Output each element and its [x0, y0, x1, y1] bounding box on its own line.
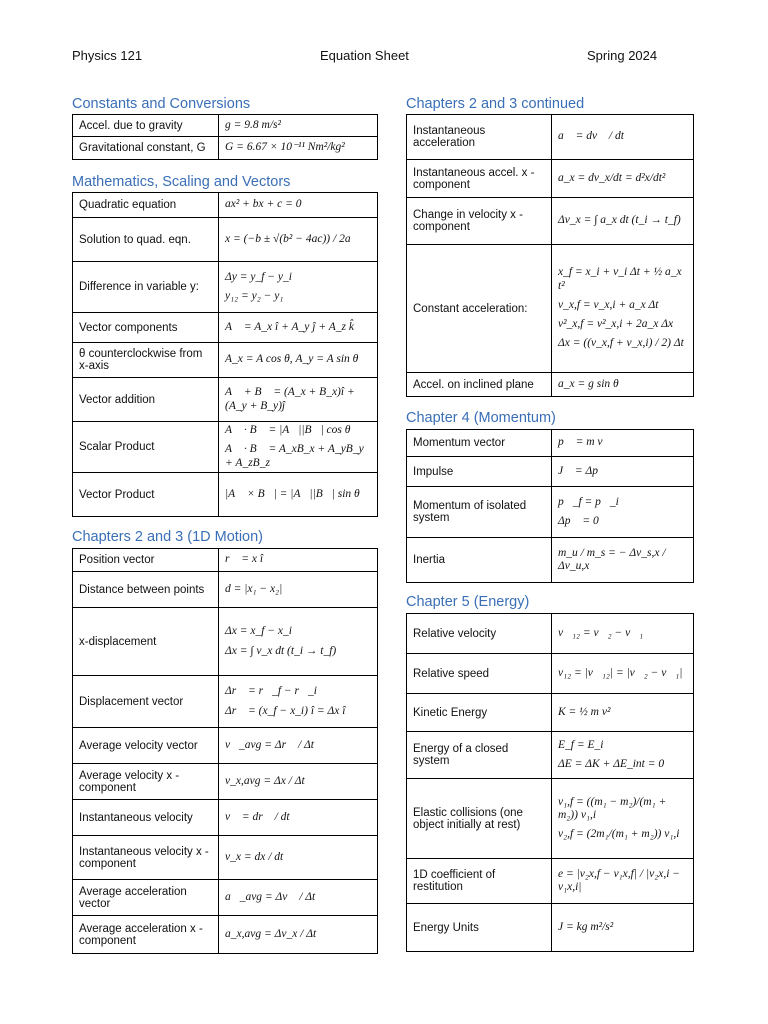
row-label: Momentum of isolated system — [407, 487, 552, 538]
row-equation — [219, 880, 378, 916]
row-label: Average acceleration x -component — [73, 916, 219, 954]
table-row — [73, 137, 378, 160]
table-row — [73, 676, 378, 728]
row-equation — [552, 198, 694, 245]
row-label: Distance between points — [73, 572, 219, 608]
row-label: Vector Product — [73, 473, 219, 517]
row-label: Relative velocity — [407, 614, 552, 654]
equation-line: a⃗ = dv⃗ / dt — [558, 130, 624, 143]
table-row — [407, 732, 694, 779]
row-label: Quadratic equation — [73, 193, 219, 218]
row-label: Change in velocity x -component — [407, 198, 552, 245]
row-label: Instantaneous velocity x -component — [73, 836, 219, 880]
equation-line: Δx = ((v_x,f + v_x,i) / 2) Δt — [558, 337, 684, 350]
equation-line: Δx = ∫ v_x dt (t_i → t_f) — [225, 644, 337, 657]
table-row — [73, 115, 378, 137]
table-row — [407, 654, 694, 694]
row-equation — [552, 904, 694, 952]
heading-momentum: Chapter 4 (Momentum) — [406, 410, 556, 426]
table-row — [73, 262, 378, 313]
equation-line: ax² + bx + c = 0 — [225, 198, 302, 211]
equation-line: a_x = dv_x/dt = d²x/dt² — [558, 171, 666, 184]
table-row — [407, 430, 694, 457]
row-label: Average velocity x -component — [73, 764, 219, 800]
table-row — [73, 800, 378, 836]
table-row — [73, 218, 378, 262]
row-equation — [552, 457, 694, 487]
equation-line: e = |v₂x,f − v₁x,f| / |v₂x,i − v₁x,i| — [558, 867, 681, 893]
table-constants — [72, 114, 378, 160]
row-equation — [219, 728, 378, 764]
row-equation — [219, 676, 378, 728]
row-equation — [552, 487, 694, 538]
table-row — [73, 549, 378, 572]
equation-line: m_u / m_s = − Δv_s,x / Δv_u,x — [558, 546, 666, 572]
table-row — [73, 764, 378, 800]
row-equation — [219, 422, 378, 473]
table-row — [407, 904, 694, 952]
row-equation — [219, 473, 378, 517]
equation-line: J⃗ = Δp⃗ — [558, 464, 608, 477]
row-equation — [219, 836, 378, 880]
table-row — [407, 160, 694, 198]
row-label: Elastic collisions (one object initially at rest) — [407, 779, 552, 859]
row-label: Displacement vector — [73, 676, 219, 728]
row-equation — [552, 430, 694, 457]
row-equation — [219, 137, 378, 160]
row-label: Constant acceleration: — [407, 245, 552, 373]
row-equation — [552, 115, 694, 160]
table-row — [73, 572, 378, 608]
equation-line: v₁,f = ((m₁ − m₂)/(m₁ + m₂)) v₁,i — [558, 795, 667, 821]
table-row — [73, 422, 378, 473]
equation-line: v₂,f = (2m₁/(m₁ + m₂)) v₁,i — [558, 828, 680, 841]
row-label: Accel. due to gravity — [73, 115, 219, 137]
table-row — [407, 198, 694, 245]
table-energy — [406, 613, 694, 952]
equation-line: A⃗ · B⃗ = A_xB_x + A_yB_y + A_zB_z — [225, 443, 364, 469]
table-row — [407, 859, 694, 904]
row-equation — [219, 916, 378, 954]
course-name: Physics 121 — [72, 48, 143, 63]
row-equation — [552, 538, 694, 583]
row-label: 1D coefficient of restitution — [407, 859, 552, 904]
row-equation — [552, 614, 694, 654]
row-label: Instantaneous acceleration — [407, 115, 552, 160]
equation-line: A_x = A cos θ, A_y = A sin θ — [225, 353, 359, 366]
equation-line: Δy = y_f − y_i — [225, 270, 292, 283]
row-equation — [552, 245, 694, 373]
row-label: Instantaneous velocity — [73, 800, 219, 836]
equation-line: x = (−b ± √(b² − 4ac)) / 2a — [225, 232, 351, 245]
row-label: Average acceleration vector — [73, 880, 219, 916]
equation-line: Δx = x_f − x_i — [225, 625, 292, 638]
equation-line: v⃗_avg = Δr⃗ / Δt — [225, 738, 314, 751]
equation-line: |A⃗ × B⃗| = |A⃗||B⃗| sin θ — [225, 487, 360, 500]
row-label: Instantaneous accel. x -component — [407, 160, 552, 198]
equation-line: d = |x₁ − x₂| — [225, 582, 283, 595]
equation-line: v²_x,f = v²_x,i + 2a_x Δx — [558, 318, 674, 331]
equation-line: Δv_x = ∫ a_x dt (t_i → t_f) — [558, 214, 681, 227]
row-equation — [219, 572, 378, 608]
row-label: x-displacement — [73, 608, 219, 676]
equation-line: K = ½ m v² — [558, 705, 611, 718]
equation-line: A⃗ = A_x î + A_y ĵ + A_z k̂ — [225, 320, 355, 333]
row-equation — [552, 160, 694, 198]
row-label: Kinetic Energy — [407, 694, 552, 732]
heading-continued: Chapters 2 and 3 continued — [406, 96, 585, 112]
table-row — [407, 538, 694, 583]
equation-line: A⃗ · B⃗ = |A⃗||B⃗| cos θ — [225, 424, 351, 437]
table-row — [407, 245, 694, 373]
heading-constants: Constants and Conversions — [72, 96, 251, 112]
row-equation — [552, 654, 694, 694]
equation-line: p⃗_f = p⃗_i — [558, 495, 619, 508]
table-row — [407, 694, 694, 732]
equation-line: E_f = E_i — [558, 738, 604, 751]
equation-line: v_x = dx / dt — [225, 850, 284, 863]
row-equation — [552, 779, 694, 859]
table-row — [73, 836, 378, 880]
row-label: Average velocity vector — [73, 728, 219, 764]
sheet-title: Equation Sheet — [320, 48, 409, 63]
equation-line: v⃗ = dr⃗ / dt — [225, 810, 290, 823]
equation-line: G = 6.67 × 10⁻¹¹ Nm²/kg² — [225, 141, 345, 154]
equation-line: Δr⃗ = r⃗_f − r⃗_i — [225, 685, 317, 698]
row-label: Impulse — [407, 457, 552, 487]
row-label: Vector components — [73, 313, 219, 343]
equation-line: x_f = x_i + v_i Δt + ½ a_x t² — [558, 266, 682, 292]
row-label: Relative speed — [407, 654, 552, 694]
row-label: Energy Units — [407, 904, 552, 952]
equation-line: Δr⃗ = (x_f − x_i) î = Δx î — [225, 704, 346, 717]
table-row — [73, 916, 378, 954]
table-row — [407, 457, 694, 487]
row-equation — [219, 343, 378, 378]
equation-line: a⃗_avg = Δv⃗ / Δt — [225, 890, 316, 903]
row-equation — [219, 313, 378, 343]
row-label: Accel. on inclined plane — [407, 373, 552, 397]
table-row — [407, 487, 694, 538]
row-label: Solution to quad. eqn. — [73, 218, 219, 262]
row-equation — [219, 193, 378, 218]
row-label: Scalar Product — [73, 422, 219, 473]
equation-line: a_x,avg = Δv_x / Δt — [225, 927, 317, 940]
row-equation — [552, 694, 694, 732]
equation-line: v_x,f = v_x,i + a_x Δt — [558, 298, 659, 311]
equation-line: v⃗₁₂ = v⃗₂ − v⃗₁ — [558, 626, 644, 639]
row-equation — [219, 764, 378, 800]
row-label: Momentum vector — [407, 430, 552, 457]
heading-energy: Chapter 5 (Energy) — [406, 594, 530, 610]
table-row — [73, 880, 378, 916]
equation-line: y₁₂ = y₂ − y₁ — [225, 290, 284, 302]
row-equation — [219, 218, 378, 262]
heading-math: Mathematics, Scaling and Vectors — [72, 174, 291, 190]
table-row — [407, 373, 694, 397]
equation-line: J = kg m²/s² — [558, 920, 614, 933]
table-momentum — [406, 429, 694, 583]
table-row — [73, 728, 378, 764]
equation-line: r⃗ = x î — [225, 553, 264, 566]
equation-line: g = 9.8 m/s² — [225, 118, 281, 131]
table-row — [407, 779, 694, 859]
equation-line: p⃗ = m v⃗ — [558, 436, 612, 449]
equation-line: a_x = g sin θ — [558, 377, 619, 390]
row-label: Difference in variable y: — [73, 262, 219, 313]
row-label: Vector addition — [73, 378, 219, 422]
table-row — [73, 608, 378, 676]
row-label: Energy of a closed system — [407, 732, 552, 779]
row-label: Gravitational constant, G — [73, 137, 219, 160]
row-equation — [219, 262, 378, 313]
row-equation — [552, 373, 694, 397]
table-row — [73, 313, 378, 343]
table-row — [73, 378, 378, 422]
row-equation — [552, 732, 694, 779]
table-row — [73, 473, 378, 517]
table-continued — [406, 114, 694, 397]
table-row — [407, 614, 694, 654]
row-label: Inertia — [407, 538, 552, 583]
equation-line: Δp⃗ = 0 — [558, 515, 599, 527]
row-equation — [219, 800, 378, 836]
table-math — [72, 192, 378, 517]
row-equation — [219, 608, 378, 676]
row-equation — [552, 859, 694, 904]
heading-motion: Chapters 2 and 3 (1D Motion) — [72, 529, 264, 545]
table-row — [407, 115, 694, 160]
row-label: Position vector — [73, 549, 219, 572]
row-equation — [219, 378, 378, 422]
equation-line: ΔE = ΔK + ΔE_int = 0 — [558, 758, 665, 770]
table-row — [73, 193, 378, 218]
table-row — [73, 343, 378, 378]
term: Spring 2024 — [587, 48, 658, 63]
row-label: θ counterclockwise from x-axis — [73, 343, 219, 378]
table-motion — [72, 548, 378, 954]
equation-line: A⃗ + B⃗ = (A_x + B_x)î + (A_y + B_y)ĵ — [225, 386, 355, 412]
row-equation — [219, 549, 378, 572]
equation-line: v₁₂ = |v⃗₁₂| = |v⃗₂ − v⃗₁| — [558, 666, 683, 679]
row-equation — [219, 115, 378, 137]
equation-line: v_x,avg = Δx / Δt — [225, 774, 305, 787]
